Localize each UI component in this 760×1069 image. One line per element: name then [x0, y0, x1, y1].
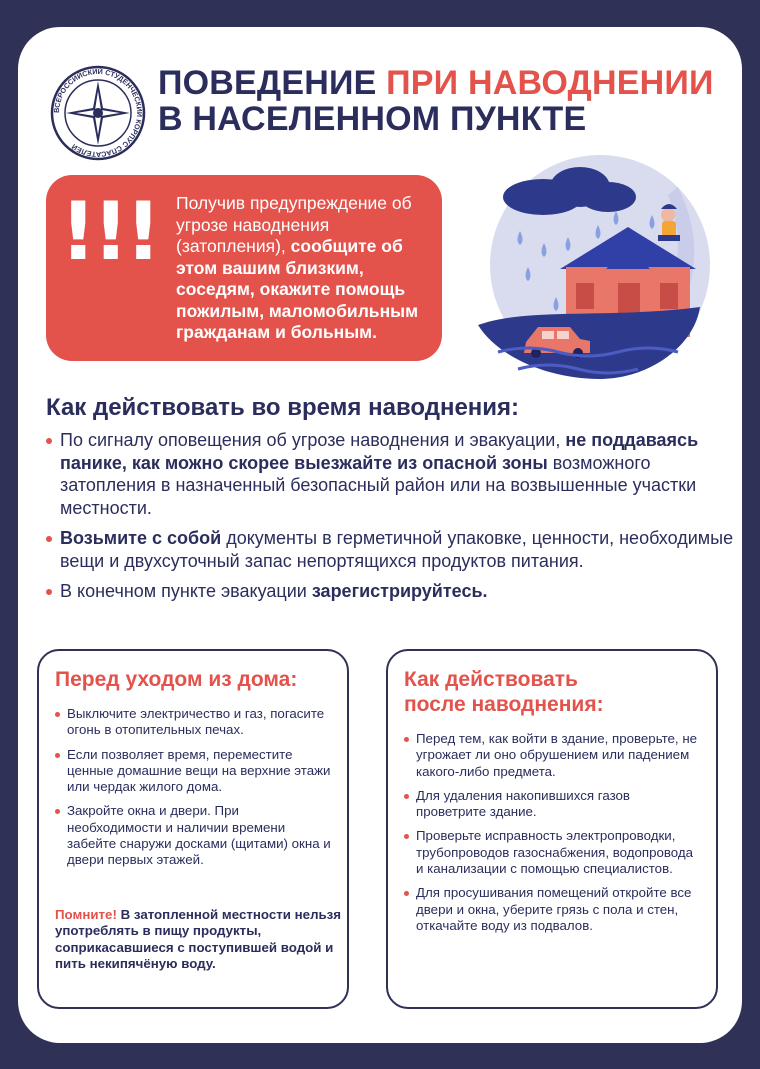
item-bold-text: зарегистрируйтесь.	[311, 581, 488, 601]
item-text: В конечном пункте эвакуации	[60, 581, 312, 601]
before-leaving-list	[39, 706, 347, 869]
item-bold-text: не поддаваясь панике, как можно скорее выезжайте из опасной зоны	[60, 430, 699, 473]
flooded-house-illustration-icon	[468, 147, 718, 387]
exclamation-marks-icon: !!!	[60, 185, 158, 278]
list-item	[46, 429, 736, 519]
page-title	[158, 65, 714, 137]
item-text: возможного затопления в назначенный безопасный район или на возвышенные участки местности.	[60, 452, 697, 518]
list-item: Перед тем, как войти в здание, проверьте, не угрожает ли оно обрушением или падением какого-либо предмета.	[404, 731, 702, 780]
list-item	[46, 580, 736, 603]
reminder-label: Помните!	[55, 907, 117, 922]
warning-text-bold: сообщите об этом вашим близким, соседям, окажите помощь пожилым, маломобильным гражданам и больным.	[176, 236, 419, 342]
item-bold-text: Возьмите с собой	[60, 528, 222, 548]
logo-ring-text: ВСЕРОССИЙСКИЙ СТУДЕНЧЕСКИЙ КОРПУС СПАСАТЕЛЕЙ	[51, 66, 145, 160]
title-red-part: ПРИ НАВОДНЕНИИ	[386, 64, 714, 102]
title-dark-part: ПОВЕДЕНИЕ	[158, 64, 387, 102]
after-flood-box	[386, 649, 718, 1009]
reminder-note	[55, 907, 345, 972]
rescue-corps-logo-icon	[48, 63, 148, 163]
reminder-text: В затопленной местности нельзя употреблять в пищу продукты, соприкасавшиеся с поступившей водой и пить некипячёную воду.	[55, 907, 342, 971]
list-item: Проверьте исправность электропроводки, трубопроводов газоснабжения, водопровода и канализации с помощью специалистов.	[404, 828, 702, 877]
warning-text-normal: Получив предупреждение об угрозе наводнения (затопления),	[176, 193, 412, 256]
list-item: Если позволяет время, переместите ценные домашние вещи на верхние этажи или чердак жилого дома.	[55, 747, 333, 796]
list-item	[46, 527, 736, 572]
list-item: Для просушивания помещений откройте все двери и окна, уберите грязь с пола и стен, откачайте воду из подвалов.	[404, 885, 702, 934]
during-flood-list	[46, 429, 736, 611]
list-item: Закройте окна и двери. При необходимости и наличии времени забейте снаружи досками (щитами) окна и двери первых этажей.	[55, 803, 333, 868]
during-flood-heading: Как действовать во время наводнения:	[46, 394, 520, 421]
before-leaving-box	[37, 649, 349, 1009]
warning-panel	[46, 175, 442, 361]
title-line-2: В НАСЕЛЕННОМ ПУНКТЕ	[158, 100, 587, 138]
item-text: По сигналу оповещения об угрозе наводнения и эвакуации,	[60, 430, 566, 450]
list-item: Выключите электричество и газ, погасите огонь в отопительных печах.	[55, 706, 333, 739]
after-flood-heading: Как действовать после наводнения:	[404, 668, 604, 716]
after-flood-list	[388, 731, 716, 934]
warning-text	[176, 193, 438, 344]
item-text: документы в герметичной упаковке, ценности, необходимые вещи и двухсуточный запас непортящихся продуктов питания.	[60, 528, 734, 571]
before-leaving-heading: Перед уходом из дома:	[55, 668, 298, 691]
list-item: Для удаления накопившихся газов проветрите здание.	[404, 788, 702, 821]
poster-card	[18, 27, 742, 1043]
